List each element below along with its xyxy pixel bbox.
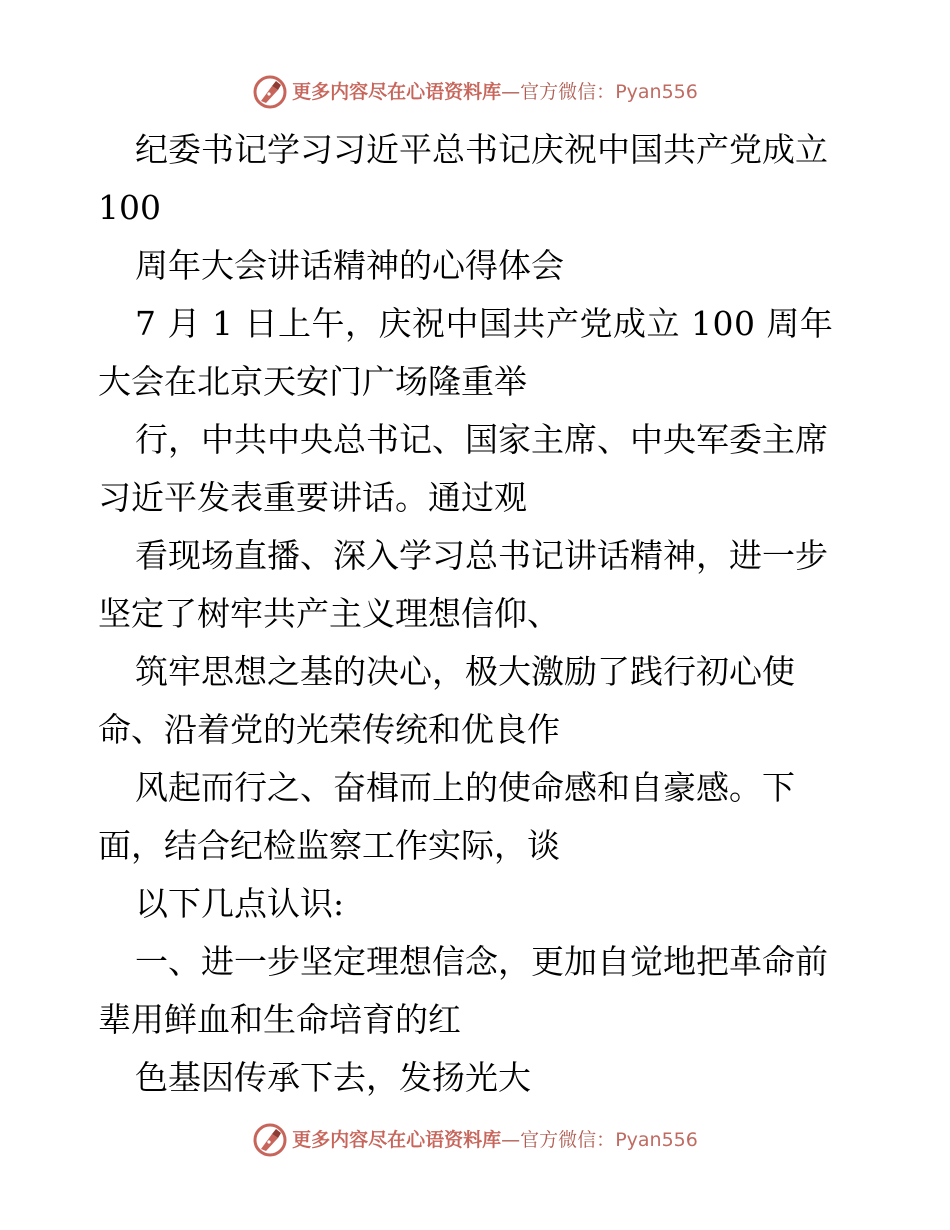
header-banner-main: 更多内容尽在心语资料库 [292, 80, 502, 103]
footer-banner-id: Pyan556 [615, 1128, 698, 1151]
footer-banner-official: 官方微信： [520, 1128, 616, 1151]
doc-line-17: 色基因传承下去，发扬光大 [135, 1058, 531, 1097]
doc-line-16: 辈用鲜血和生命培育的红 [98, 1000, 461, 1039]
pen-nib-logo-icon [252, 74, 288, 110]
doc-line-3: 周年大会讲话精神的心得体会 [135, 246, 564, 285]
doc-line-9: 坚定了树牢共产主义理想信仰、 [98, 594, 560, 633]
header-banner-id: Pyan556 [615, 80, 698, 103]
header-banner [0, 72, 950, 112]
doc-line-13: 面，结合纪检监察工作实际，谈 [98, 826, 560, 865]
header-banner-dash: — [501, 80, 521, 103]
doc-line-11: 命、沿着党的光荣传统和优良作 [98, 710, 560, 749]
doc-line-6: 行，中共中央总书记、国家主席、中央军委主席 [135, 420, 828, 459]
pen-nib-logo-icon [252, 1122, 288, 1158]
footer-banner-main: 更多内容尽在心语资料库 [292, 1128, 502, 1151]
doc-line-5: 大会在北京天安门广场隆重举 [98, 362, 527, 401]
doc-line-14: 以下几点认识: [135, 884, 345, 923]
doc-line-1: 纪委书记学习习近平总书记庆祝中国共产党成立 [135, 130, 828, 169]
doc-line-2: 100 [98, 188, 161, 227]
footer-banner [0, 1120, 950, 1160]
doc-line-12: 风起而行之、奋楫而上的使命感和自豪感。下 [135, 768, 795, 807]
doc-line-10: 筑牢思想之基的决心，极大激励了践行初心使 [135, 652, 795, 691]
doc-line-15: 一、进一步坚定理想信念，更加自觉地把革命前 [135, 942, 828, 981]
doc-line-7: 习近平发表重要讲话。通过观 [98, 478, 527, 517]
doc-line-4: 7 月 1 日上午，庆祝中国共产党成立 100 周年 [135, 304, 834, 343]
header-banner-official: 官方微信： [520, 80, 616, 103]
doc-line-8: 看现场直播、深入学习总书记讲话精神，进一步 [135, 536, 828, 575]
footer-banner-dash: — [501, 1128, 521, 1151]
